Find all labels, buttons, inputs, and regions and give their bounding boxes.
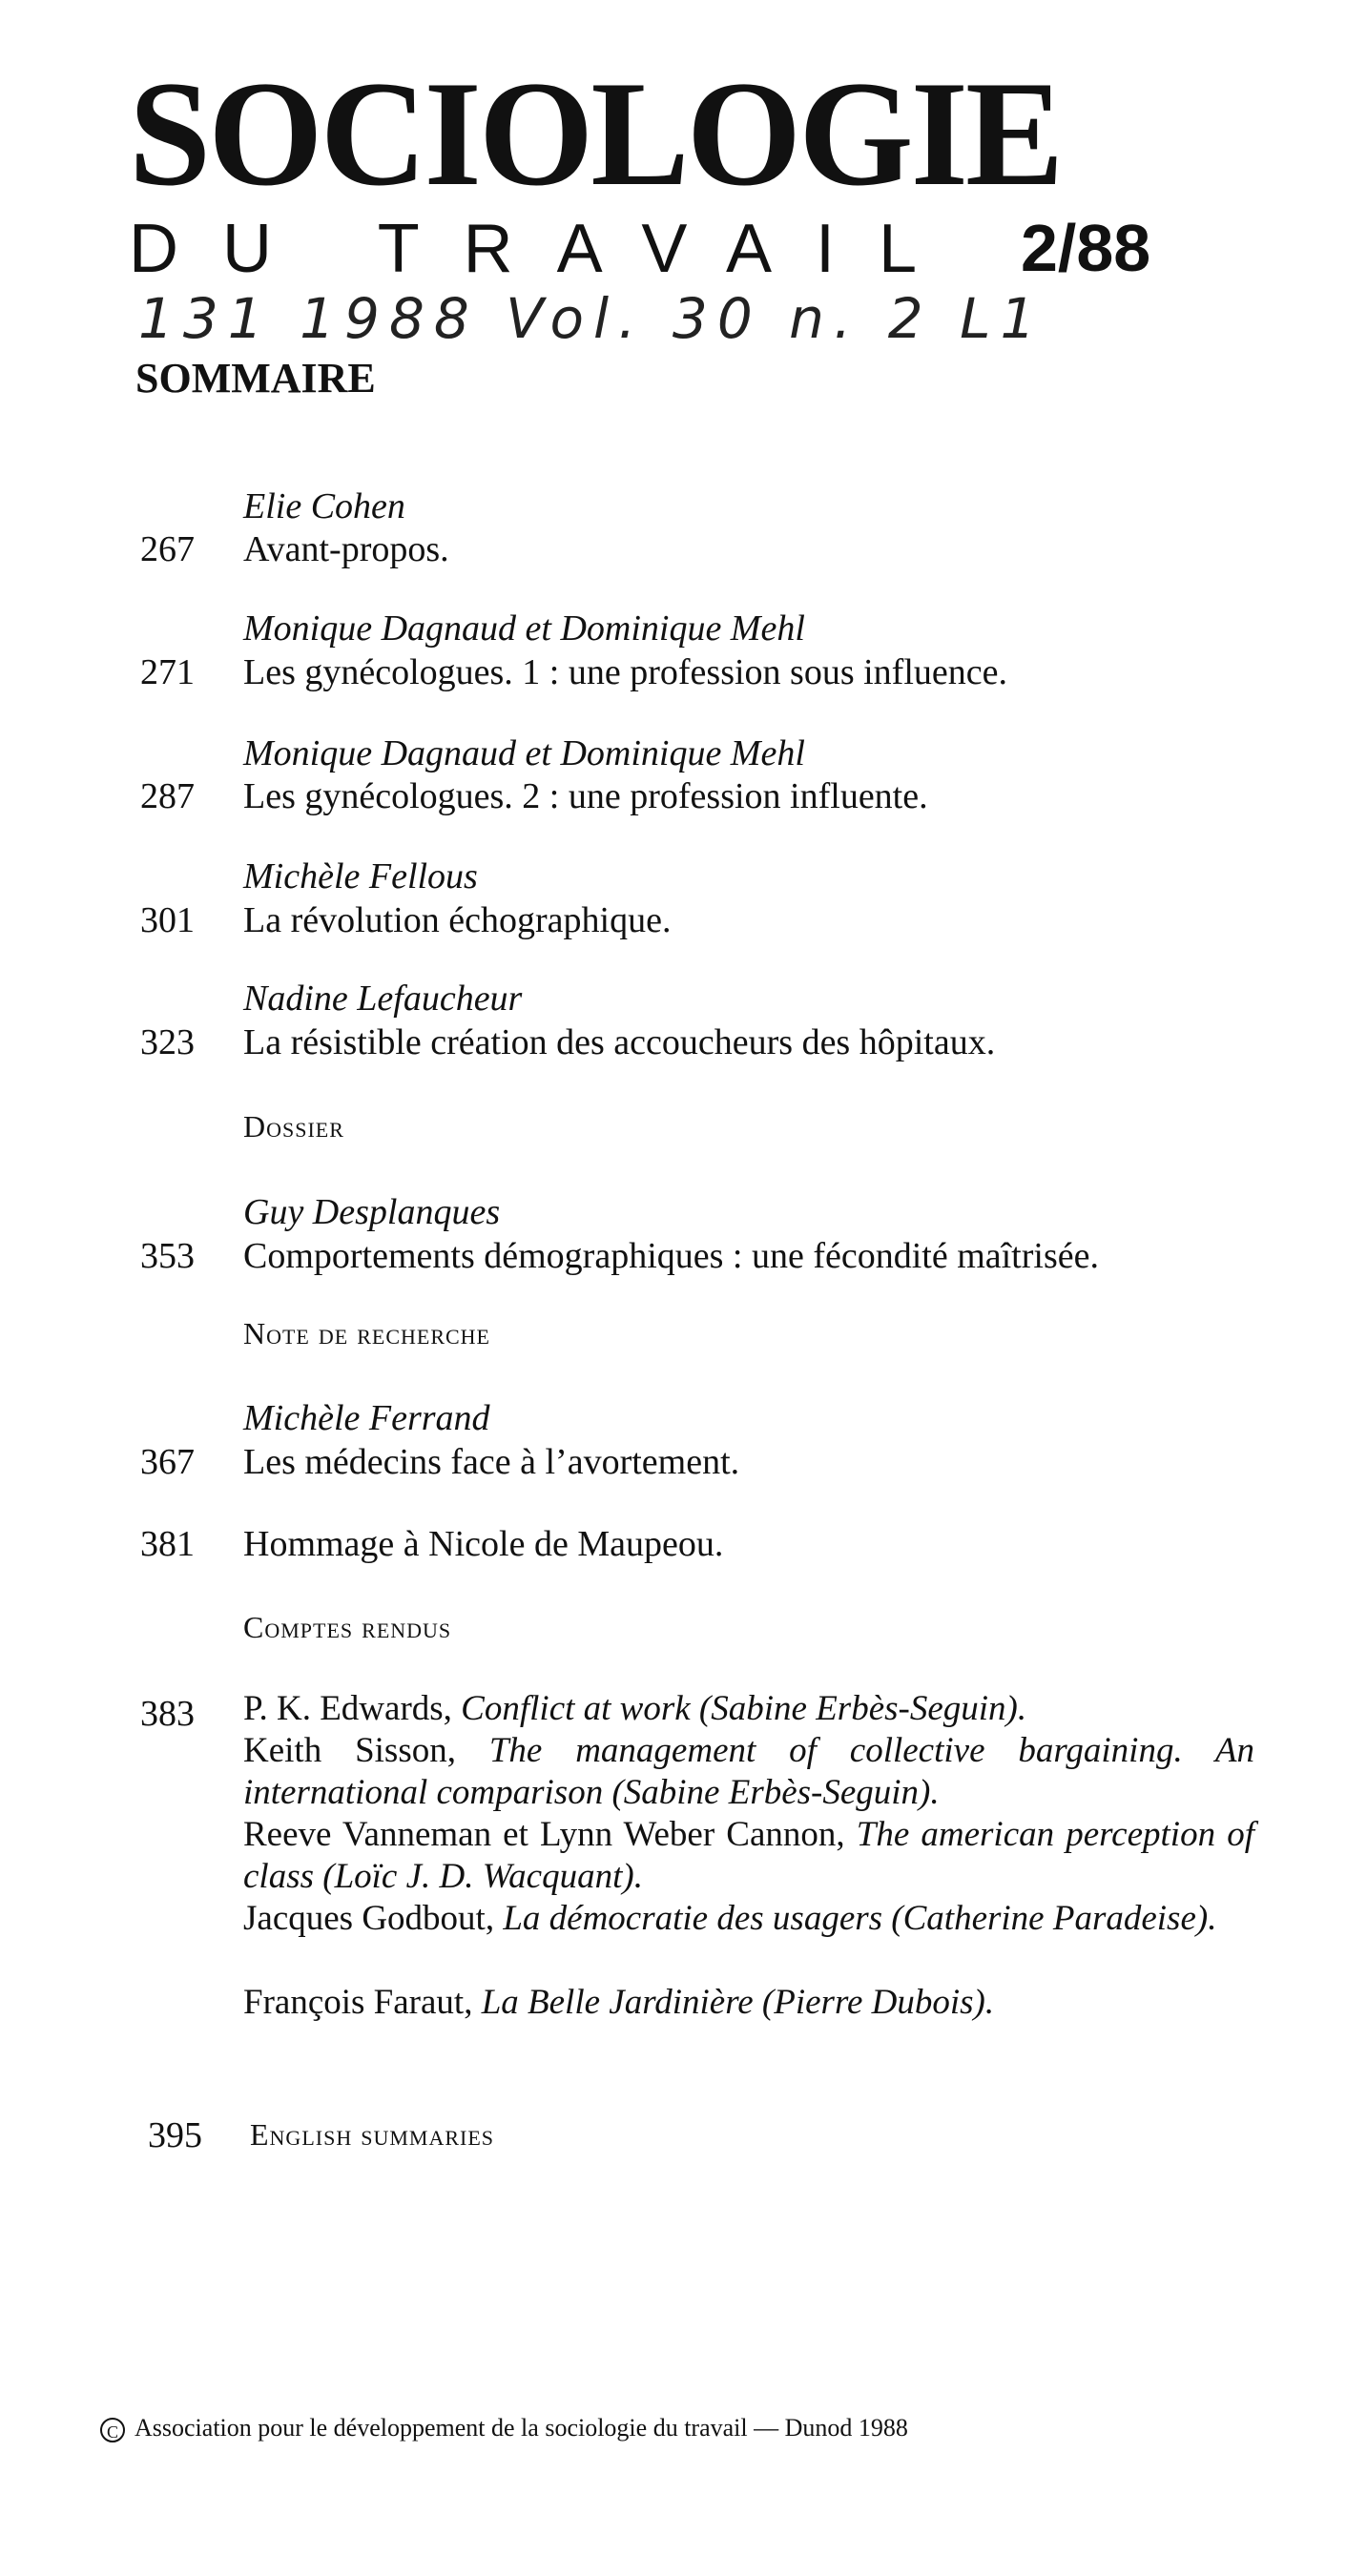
journal-subtitle: DU TRAVAIL bbox=[129, 211, 962, 287]
note-title: Les médecins face à l’avortement. bbox=[243, 1442, 740, 1482]
footer-text: Association pour le développement de la sociologie du travail — Dunod 1988 bbox=[135, 2414, 908, 2442]
section-dossier: Dossier bbox=[243, 1109, 344, 1144]
sommaire-heading: SOMMAIRE bbox=[135, 355, 376, 402]
section-note-de-recherche: Note de recherche bbox=[243, 1316, 490, 1350]
review-author: P. K. Edwards, bbox=[243, 1689, 462, 1728]
note-page: 367 bbox=[140, 1442, 195, 1482]
review-work: La démocratie des usagers (Catherine Paradeise). bbox=[503, 1899, 1217, 1938]
handwritten-note: 131 1988 Vol. 30 n. 2 L1 bbox=[138, 286, 1046, 351]
toc-page: 287 bbox=[140, 776, 195, 816]
issue-number: 2/88 bbox=[1021, 211, 1151, 285]
toc-author: Michèle Fellous bbox=[243, 856, 478, 896]
toc-title: Avant-propos. bbox=[243, 529, 449, 569]
toc-title: Les gynécologues. 2 : une profession influente. bbox=[243, 776, 928, 816]
review-work: The management of collective bargaining. An international comparison (Sabine Erbès-Seguin). bbox=[243, 1731, 1255, 1812]
toc-page: 301 bbox=[140, 900, 195, 940]
copyright-icon: C bbox=[100, 2418, 125, 2442]
toc-author: Monique Dagnaud et Dominique Mehl bbox=[243, 608, 805, 649]
hommage-title: Hommage à Nicole de Maupeou. bbox=[243, 1524, 724, 1564]
review-item bbox=[243, 1898, 1254, 1940]
review-author: Jacques Godbout, bbox=[243, 1899, 504, 1938]
toc-author: Monique Dagnaud et Dominique Mehl bbox=[243, 733, 805, 773]
review-item bbox=[243, 1814, 1254, 1898]
reviews-page: 383 bbox=[140, 1694, 195, 1734]
review-author: Keith Sisson, bbox=[243, 1731, 489, 1770]
review-work: The american perception of class (Loïc J. D. Wacquant). bbox=[243, 1815, 1254, 1896]
toc-title: Les gynécologues. 1 : une profession sous influence. bbox=[243, 652, 1007, 692]
toc-title: La révolution échographique. bbox=[243, 900, 672, 940]
english-page: 395 bbox=[148, 2115, 202, 2155]
review-author: Reeve Vanneman et Lynn Weber Cannon, bbox=[243, 1815, 857, 1854]
review-author: François Faraut, bbox=[243, 1983, 482, 2022]
toc-title: La résistible création des accoucheurs des hôpitaux. bbox=[243, 1022, 996, 1062]
review-item bbox=[243, 1982, 1254, 2024]
note-author: Michèle Ferrand bbox=[243, 1398, 490, 1438]
toc-author: Elie Cohen bbox=[243, 486, 405, 526]
english-summaries: English summaries bbox=[250, 2117, 495, 2152]
toc-page: 323 bbox=[140, 1022, 195, 1062]
review-work: La Belle Jardinière (Pierre Dubois). bbox=[481, 1983, 995, 2022]
dossier-page: 353 bbox=[140, 1236, 195, 1276]
hommage-page: 381 bbox=[140, 1524, 195, 1564]
review-item bbox=[243, 1730, 1254, 1814]
toc-author: Nadine Lefaucheur bbox=[243, 979, 523, 1019]
dossier-author: Guy Desplanques bbox=[243, 1192, 501, 1232]
toc-page: 267 bbox=[140, 529, 195, 569]
dossier-title: Comportements démographiques : une fécondité maîtrisée. bbox=[243, 1236, 1099, 1276]
section-comptes-rendus: Comptes rendus bbox=[243, 1610, 452, 1644]
toc-page: 271 bbox=[140, 652, 195, 692]
review-item bbox=[243, 1688, 1254, 1730]
journal-title: SOCIOLOGIE bbox=[129, 51, 1062, 217]
footer bbox=[100, 2416, 908, 2442]
review-work: Conflict at work (Sabine Erbès-Seguin). bbox=[461, 1689, 1027, 1728]
